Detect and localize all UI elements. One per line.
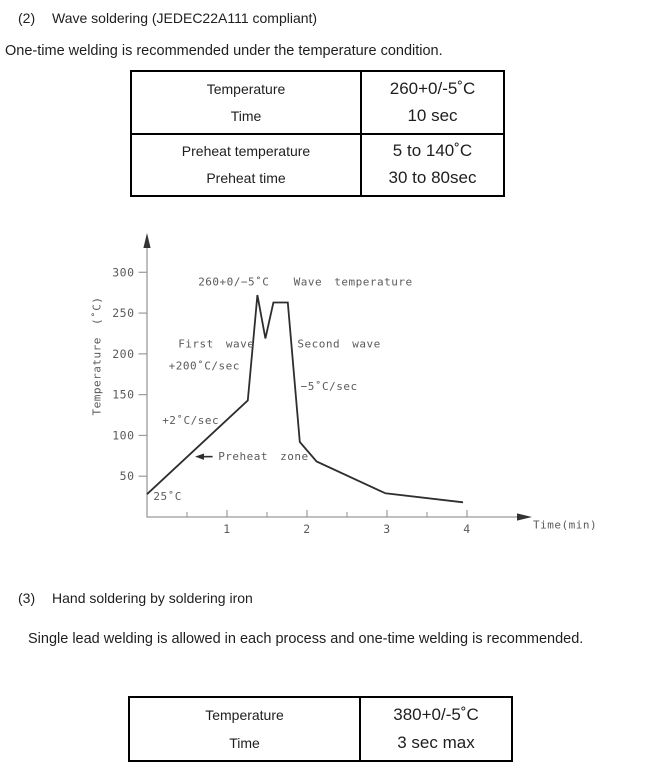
section-2-number: (2) [18, 10, 36, 26]
spec-label-time: Time [229, 735, 260, 751]
x-tick-label: 2 [303, 522, 311, 536]
table-cell-values [361, 698, 511, 760]
y-tick-label: 50 [119, 469, 135, 484]
y-axis-label: Temperature (˚C) [90, 296, 104, 416]
y-tick-label: 150 [112, 387, 135, 402]
section-3-number: (3) [18, 590, 36, 606]
spec-value-time: 3 sec max [397, 733, 475, 752]
y-tick-label: 300 [112, 265, 135, 280]
section-3-heading [18, 588, 253, 608]
table-cell-values [362, 135, 503, 196]
section-2-title: Wave soldering (JEDEC22A111 compliant) [52, 10, 318, 26]
spec-label-temperature: Temperature [206, 80, 286, 97]
annotation-first-wave: First wave [178, 337, 255, 351]
x-axis-label: Time(min) [533, 518, 598, 532]
preheat-arrow-icon [195, 453, 204, 459]
table-cell-labels [132, 135, 362, 196]
table-row-preheat [132, 133, 503, 196]
y-tick-label: 250 [112, 306, 135, 321]
section-3-description: Single lead welding is allowed in each process and one-time welding is recommended. [28, 630, 584, 647]
annotation-wave-temperature: 260+0/−5˚C Wave temperature [198, 275, 413, 289]
y-tick-label: 200 [112, 346, 135, 361]
annotation-preheat-zone: Preheat zone [218, 450, 309, 464]
table-row-hand-soldering [130, 698, 511, 760]
section-2-heading [18, 8, 317, 28]
spec-value-temperature: 380+0/-5˚C [393, 705, 479, 724]
spec-value-temperature: 260+0/-5˚C [389, 78, 476, 98]
temperature-profile-curve [147, 295, 463, 502]
spec-label-preheat-temperature: Preheat temperature [181, 143, 311, 160]
hand-soldering-spec-table [128, 696, 513, 762]
table-cell-labels [130, 698, 361, 760]
section-3-title: Hand soldering by soldering iron [52, 590, 253, 606]
spec-value-time: 10 sec [407, 105, 458, 125]
x-tick-label: 4 [463, 522, 471, 536]
x-axis-arrowhead-icon [517, 513, 532, 520]
table-cell-labels [132, 72, 362, 133]
spec-label-time: Time [230, 107, 262, 124]
annotation-first-wave-rate: +200˚C/sec [168, 359, 240, 373]
annotation-second-wave: Second wave [297, 337, 381, 351]
spec-label-preheat-time: Preheat time [206, 170, 286, 187]
wave-soldering-spec-table [130, 70, 505, 197]
spec-value-preheat-temperature: 5 to 140˚C [392, 141, 473, 161]
table-cell-values [362, 72, 503, 133]
annotation-start-temperature: 25˚C [153, 490, 182, 504]
spec-label-temperature: Temperature [205, 707, 284, 723]
section-2-description: One-time welding is recommended under the temperature condition. [5, 42, 443, 59]
x-tick-label: 3 [383, 522, 391, 536]
chart-annotations [153, 276, 412, 504]
annotation-cooling-rate: −5˚C/sec [300, 379, 358, 393]
y-tick-label: 100 [112, 428, 135, 443]
wave-soldering-profile-chart [80, 230, 640, 540]
annotation-preheat-rate: +2˚C/sec [162, 414, 220, 428]
table-row-wave [132, 72, 503, 133]
y-axis-arrowhead-icon [143, 233, 150, 248]
spec-value-preheat-time: 30 to 80sec [388, 168, 477, 188]
x-tick-label: 1 [223, 522, 231, 536]
